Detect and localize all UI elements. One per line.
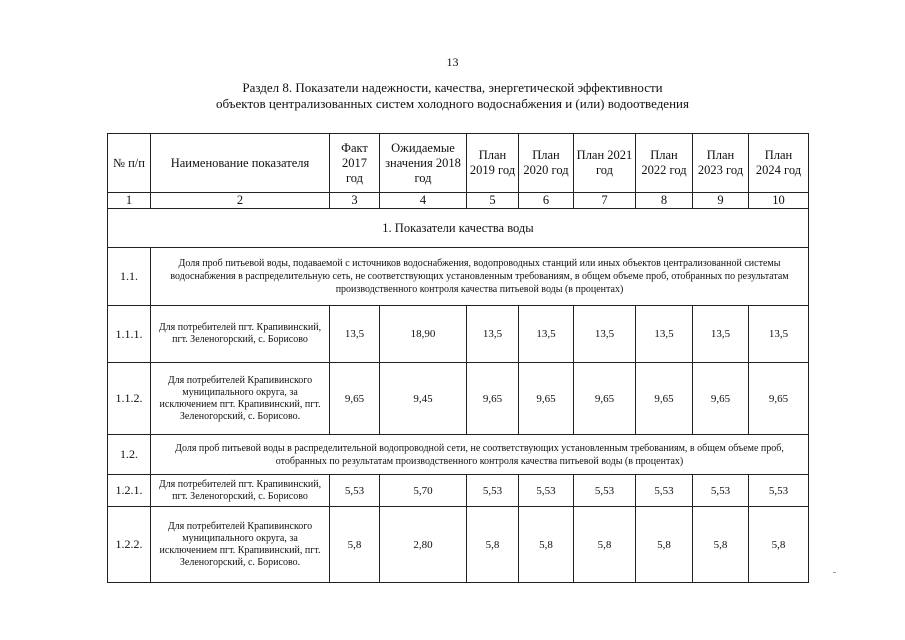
header-no: № п/п bbox=[108, 134, 151, 193]
section-title bbox=[0, 80, 905, 112]
indicator-value: 13,5 bbox=[467, 306, 519, 363]
indicator-description: Доля проб питьевой воды в распределительной водопроводной сети, не соответствующих установленным требованиям, в общем объеме проб, отобранных по результатам производственного контроля качества питьевой воды (в процентах) bbox=[151, 435, 809, 475]
row-number: 1.2.2. bbox=[108, 507, 151, 583]
column-number: 8 bbox=[636, 193, 693, 209]
header-row bbox=[108, 134, 809, 193]
header-col: План 2020 год bbox=[519, 134, 574, 193]
indicator-value: 5,8 bbox=[574, 507, 636, 583]
indicator-value: 9,65 bbox=[574, 363, 636, 435]
indicator-value: 5,53 bbox=[574, 475, 636, 507]
column-number: 7 bbox=[574, 193, 636, 209]
header-name: Наименование показателя bbox=[151, 134, 330, 193]
header-col: План 2023 год bbox=[693, 134, 749, 193]
indicator-value: 5,8 bbox=[467, 507, 519, 583]
indicator-value: 13,5 bbox=[693, 306, 749, 363]
consumer-group-name: Для потребителей Крапивинского муниципального округа, за исключением пгт. Крапивинский, пгт. Зеленогорский, с. Борисово. bbox=[151, 507, 330, 583]
indicator-value: 13,5 bbox=[636, 306, 693, 363]
indicator-value: 5,8 bbox=[330, 507, 380, 583]
indicator-description: Доля проб питьевой воды, подаваемой с источников водоснабжения, водопроводных станций или иных объектов централизованной системы водоснабжения в распределительную сеть, не соответствующих установленным требованиям, в общем объеме проб, отобранных по результатам производственного контроля качества питьевой воды (в процентах) bbox=[151, 248, 809, 306]
header-col: Ожидаемые значения 2018 год bbox=[380, 134, 467, 193]
indicator-value: 13,5 bbox=[330, 306, 380, 363]
indicator-value: 18,90 bbox=[380, 306, 467, 363]
column-number: 10 bbox=[749, 193, 809, 209]
section-title-line-1: Раздел 8. Показатели надежности, качества, энергетической эффективности bbox=[242, 80, 663, 95]
scan-mark bbox=[833, 572, 836, 573]
indicator-value: 5,8 bbox=[749, 507, 809, 583]
indicator-data-row bbox=[108, 507, 809, 583]
row-number: 1.2. bbox=[108, 435, 151, 475]
column-number: 5 bbox=[467, 193, 519, 209]
header-col: План 2019 год bbox=[467, 134, 519, 193]
section-row bbox=[108, 209, 809, 248]
header-col: План 2024 год bbox=[749, 134, 809, 193]
indicator-value: 9,65 bbox=[519, 363, 574, 435]
indicator-value: 5,8 bbox=[636, 507, 693, 583]
row-number: 1.1.1. bbox=[108, 306, 151, 363]
column-number: 6 bbox=[519, 193, 574, 209]
section-title-line-2: объектов централизованных систем холодного водоснабжения и (или) водоотведения bbox=[216, 96, 689, 111]
indicator-value: 13,5 bbox=[519, 306, 574, 363]
header-col: План 2021 год bbox=[574, 134, 636, 193]
row-number: 1.2.1. bbox=[108, 475, 151, 507]
indicator-group-row bbox=[108, 248, 809, 306]
header-col: План 2022 год bbox=[636, 134, 693, 193]
section-heading: 1. Показатели качества воды bbox=[108, 209, 809, 248]
indicator-value: 5,8 bbox=[693, 507, 749, 583]
column-number: 1 bbox=[108, 193, 151, 209]
indicator-value: 9,65 bbox=[467, 363, 519, 435]
indicator-data-row bbox=[108, 306, 809, 363]
column-number: 9 bbox=[693, 193, 749, 209]
indicator-data-row bbox=[108, 363, 809, 435]
consumer-group-name: Для потребителей пгт. Крапивинский, пгт. Зеленогорский, с. Борисово bbox=[151, 306, 330, 363]
column-number: 4 bbox=[380, 193, 467, 209]
indicator-value: 9,65 bbox=[693, 363, 749, 435]
header-col: Факт 2017 год bbox=[330, 134, 380, 193]
row-number: 1.1.2. bbox=[108, 363, 151, 435]
indicator-value: 5,70 bbox=[380, 475, 467, 507]
indicator-value: 13,5 bbox=[574, 306, 636, 363]
column-number-row bbox=[108, 193, 809, 209]
indicator-value: 5,53 bbox=[636, 475, 693, 507]
indicator-value: 9,65 bbox=[330, 363, 380, 435]
indicator-value: 2,80 bbox=[380, 507, 467, 583]
indicators-table bbox=[107, 133, 809, 583]
consumer-group-name: Для потребителей пгт. Крапивинский, пгт. Зеленогорский, с. Борисово bbox=[151, 475, 330, 507]
page-number: 13 bbox=[446, 55, 459, 69]
indicator-group-row bbox=[108, 435, 809, 475]
indicator-value: 5,8 bbox=[519, 507, 574, 583]
column-number: 3 bbox=[330, 193, 380, 209]
indicator-value: 5,53 bbox=[749, 475, 809, 507]
indicator-value: 9,45 bbox=[380, 363, 467, 435]
consumer-group-name: Для потребителей Крапивинского муниципального округа, за исключением пгт. Крапивинский, пгт. Зеленогорский, с. Борисово. bbox=[151, 363, 330, 435]
indicator-data-row bbox=[108, 475, 809, 507]
indicator-value: 5,53 bbox=[330, 475, 380, 507]
indicator-value: 5,53 bbox=[467, 475, 519, 507]
indicator-value: 13,5 bbox=[749, 306, 809, 363]
column-number: 2 bbox=[151, 193, 330, 209]
indicator-value: 9,65 bbox=[749, 363, 809, 435]
indicator-value: 9,65 bbox=[636, 363, 693, 435]
indicator-value: 5,53 bbox=[693, 475, 749, 507]
row-number: 1.1. bbox=[108, 248, 151, 306]
indicator-value: 5,53 bbox=[519, 475, 574, 507]
